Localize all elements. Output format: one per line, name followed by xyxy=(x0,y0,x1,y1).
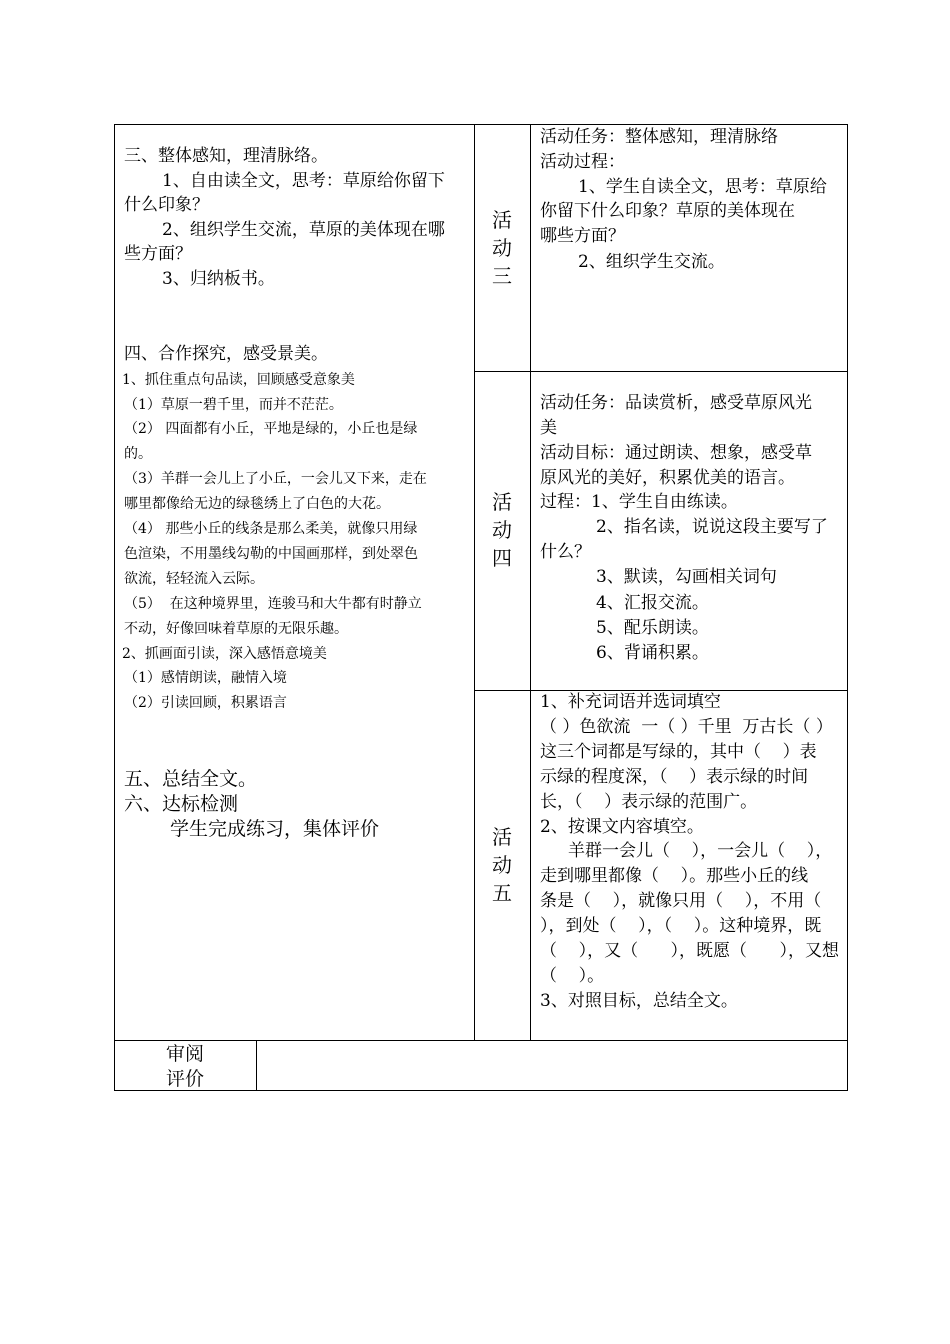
review-evaluation-label xyxy=(155,1042,215,1092)
text-line: 长，（ ）表示绿的范围广。 xyxy=(540,792,758,812)
text-line: （4） 那些小丘的线条是那么柔美，就像只用绿 xyxy=(124,521,418,537)
label-char: 五 xyxy=(492,881,512,905)
text-line: 5、配乐朗读。 xyxy=(596,618,709,638)
section-heading: 五、总结全文。 xyxy=(124,768,258,790)
text-line: （3）羊群一会儿上了小丘，一会儿又下来，走在 xyxy=(124,471,427,487)
divider-left-label xyxy=(474,124,475,1041)
divider-act3-act4 xyxy=(474,371,848,372)
text-line: 1、补充词语并选词填空 xyxy=(540,692,721,712)
text-line: （ ），又（ ），既愿（ ），又想 xyxy=(540,941,839,961)
activity-label-4 xyxy=(482,488,522,572)
text-line: 哪些方面？ xyxy=(540,226,625,246)
text-line: 1、自由读全文，思考：草原给你留下 xyxy=(162,171,445,191)
text-line: 学生完成练习，集体评价 xyxy=(170,818,380,840)
label-char: 活 xyxy=(492,490,512,514)
divider-act4-act5 xyxy=(474,690,848,691)
activity-label-5 xyxy=(482,823,522,907)
text-line: 1、学生自读全文，思考：草原给 xyxy=(578,177,827,197)
text-line: ），到处（ ），（ ）。这种境界，既 xyxy=(540,916,822,936)
text-line: 的。 xyxy=(124,446,152,462)
text-line: （2） 四面都有小丘，平地是绿的，小丘也是绿 xyxy=(124,421,418,437)
text-line: 2、组织学生交流，草原的美体现在哪 xyxy=(162,220,445,240)
text-line: 3、对照目标，总结全文。 xyxy=(540,991,738,1011)
text-line: 色渲染，不用墨线勾勒的中国画那样，到处翠色 xyxy=(124,546,418,562)
text-line: 些方面？ xyxy=(124,244,192,264)
text-line: 2、按课文内容填空。 xyxy=(540,817,704,837)
text-line: 这三个词都是写绿的，其中（ ）表 xyxy=(540,742,817,762)
label-char: 四 xyxy=(492,546,512,570)
text-line: 2、抓画面引读，深入感悟意境美 xyxy=(122,646,327,662)
text-line: （1）草原一碧千里，而并不茫茫。 xyxy=(124,397,343,413)
text-line: 条是（ ），就像只用（ ），不用（ xyxy=(540,891,822,911)
text-line: 美 xyxy=(540,418,557,438)
text-line: 2、指名读，说说这段主要写了 xyxy=(596,517,828,537)
text-line: 2、组织学生交流。 xyxy=(578,252,725,272)
section-heading: 四、合作探究，感受景美。 xyxy=(124,344,328,364)
text-line: 羊群一会儿（ ），一会儿（ ）， xyxy=(568,841,833,861)
text-line: （1）感情朗读，融情入境 xyxy=(124,670,287,686)
review-evaluation-field xyxy=(257,1041,847,1090)
text-line: 原风光的美好，积累优美的语言。 xyxy=(540,468,795,488)
text-line: 你留下什么印象？草原的美体现在 xyxy=(540,201,795,221)
text-line: 4、汇报交流。 xyxy=(596,593,709,613)
text-line: 3、归纳板书。 xyxy=(162,269,275,289)
text-line: 欲流，轻轻流入云际。 xyxy=(124,571,264,587)
activity-label-3 xyxy=(482,206,522,290)
text-line: 什么？ xyxy=(540,542,591,562)
text-line: 哪里都像给无边的绿毯绣上了白色的大花。 xyxy=(124,496,390,512)
text-line: 3、默读，勾画相关词句 xyxy=(596,567,777,587)
label-char: 活 xyxy=(492,825,512,849)
text-line: 1、抓住重点句品读，回顾感受意象美 xyxy=(122,372,355,388)
text-line: （2）引读回顾，积累语言 xyxy=(124,695,287,711)
label-char: 三 xyxy=(492,264,512,288)
text-line: 6、背诵积累。 xyxy=(596,643,709,663)
text-line: （ ）。 xyxy=(540,966,605,986)
text-line: 示绿的程度深，（ ）表示绿的时间 xyxy=(540,767,809,787)
footer-label-line: 审阅 xyxy=(165,1043,204,1065)
text-line: 活动过程： xyxy=(540,152,625,172)
text-line: 不动，好像回味着草原的无限乐趣。 xyxy=(124,621,348,637)
footer-label-line: 评价 xyxy=(165,1068,204,1090)
label-char: 动 xyxy=(492,853,512,877)
text-line: 走到哪里都像（ ）。那些小丘的线 xyxy=(540,866,809,886)
label-char: 动 xyxy=(492,518,512,542)
text-line: 什么印象？ xyxy=(124,195,209,215)
text-line: （5） 在这种境界里，连骏马和大牛都有时静立 xyxy=(124,596,422,612)
label-char: 动 xyxy=(492,236,512,260)
section-heading: 三、整体感知，理清脉络。 xyxy=(124,146,328,166)
label-char: 活 xyxy=(492,208,512,232)
section-heading: 六、达标检测 xyxy=(124,793,239,815)
text-line: 过程：1、学生自由练读。 xyxy=(540,492,738,512)
text-line: 活动目标：通过朗读、想象，感受草 xyxy=(540,443,812,463)
text-line: （ ）色欲流 一（ ）千里 万古长（ ） xyxy=(540,717,833,737)
divider-label-right xyxy=(530,124,531,1041)
text-line: 活动任务：整体感知，理清脉络 xyxy=(540,127,778,147)
text-line: 活动任务：品读赏析，感受草原风光 xyxy=(540,393,812,413)
